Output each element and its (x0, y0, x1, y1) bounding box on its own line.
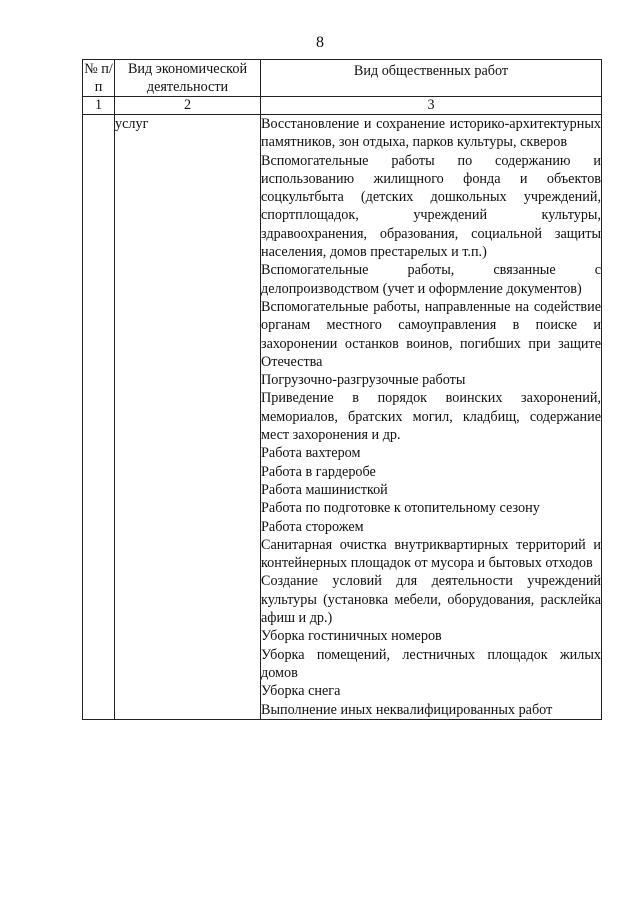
work-item: Уборка гостиничных номеров (261, 628, 442, 645)
work-item: Вспомогательные работы по содержанию и использованию жилищного фонда и объектов соцкультбыта (детских дошкольных учреждений, спортплощадок, учреждений культуры, здравоохранения, образования, социальной защиты населения, домов престарелых и т.п.) (261, 152, 601, 261)
work-item: Работа сторожем (261, 518, 364, 535)
work-item: Создание условий для деятельности учреждений культуры (установка мебели, оборудования, расклейка афиш и др.) (261, 573, 601, 627)
work-item: Приведение в порядок воинских захоронений, мемориалов, братских могил, кладбищ, содержание мест захоронения и др. (261, 390, 601, 444)
sector-cell: услуг (115, 115, 261, 720)
column-number-1: 1 (83, 97, 115, 115)
work-item: Уборка снега (261, 683, 341, 700)
column-number-2: 2 (115, 97, 261, 115)
work-item: Работа в гардеробе (261, 463, 376, 480)
work-item: Восстановление и сохранение историко-архитектурных памятников, зон отдыха, парков культуры, скверов (261, 116, 601, 151)
work-item: Вспомогательные работы, направленные на содействие органам местного самоуправления в поиске и захоронении останков воинов, погибших при защите Отечества (261, 298, 601, 370)
public-works-table (82, 59, 602, 720)
works-cell (261, 115, 602, 720)
row-number-cell (83, 115, 115, 720)
work-item: Санитарная очистка внутриквартирных территорий и контейнерных площадок от мусора и бытовых отходов (261, 536, 601, 572)
work-item: Работа вахтером (261, 445, 361, 462)
work-item: Работа по подготовке к отопительному сезону (261, 500, 540, 517)
column-number-3: 3 (261, 97, 602, 115)
work-item: Погрузочно-разгрузочные работы (261, 372, 466, 389)
column-numbers-row (83, 97, 602, 115)
header-number: № п/п (84, 61, 113, 95)
work-item: Работа машинисткой (261, 481, 388, 498)
work-item: Уборка помещений, лестничных площадок жилых домов (261, 646, 601, 681)
page-number: 8 (316, 34, 324, 51)
table-header-row (83, 60, 602, 97)
table-row (83, 115, 602, 720)
work-item: Вспомогательные работы, связанные с делопроизводством (учет и оформление документов) (261, 262, 601, 297)
header-economic-activity: Вид экономической деятельности (115, 60, 261, 97)
header-public-works: Вид общественных работ (261, 60, 602, 97)
work-item: Выполнение иных неквалифицированных работ (261, 701, 553, 718)
